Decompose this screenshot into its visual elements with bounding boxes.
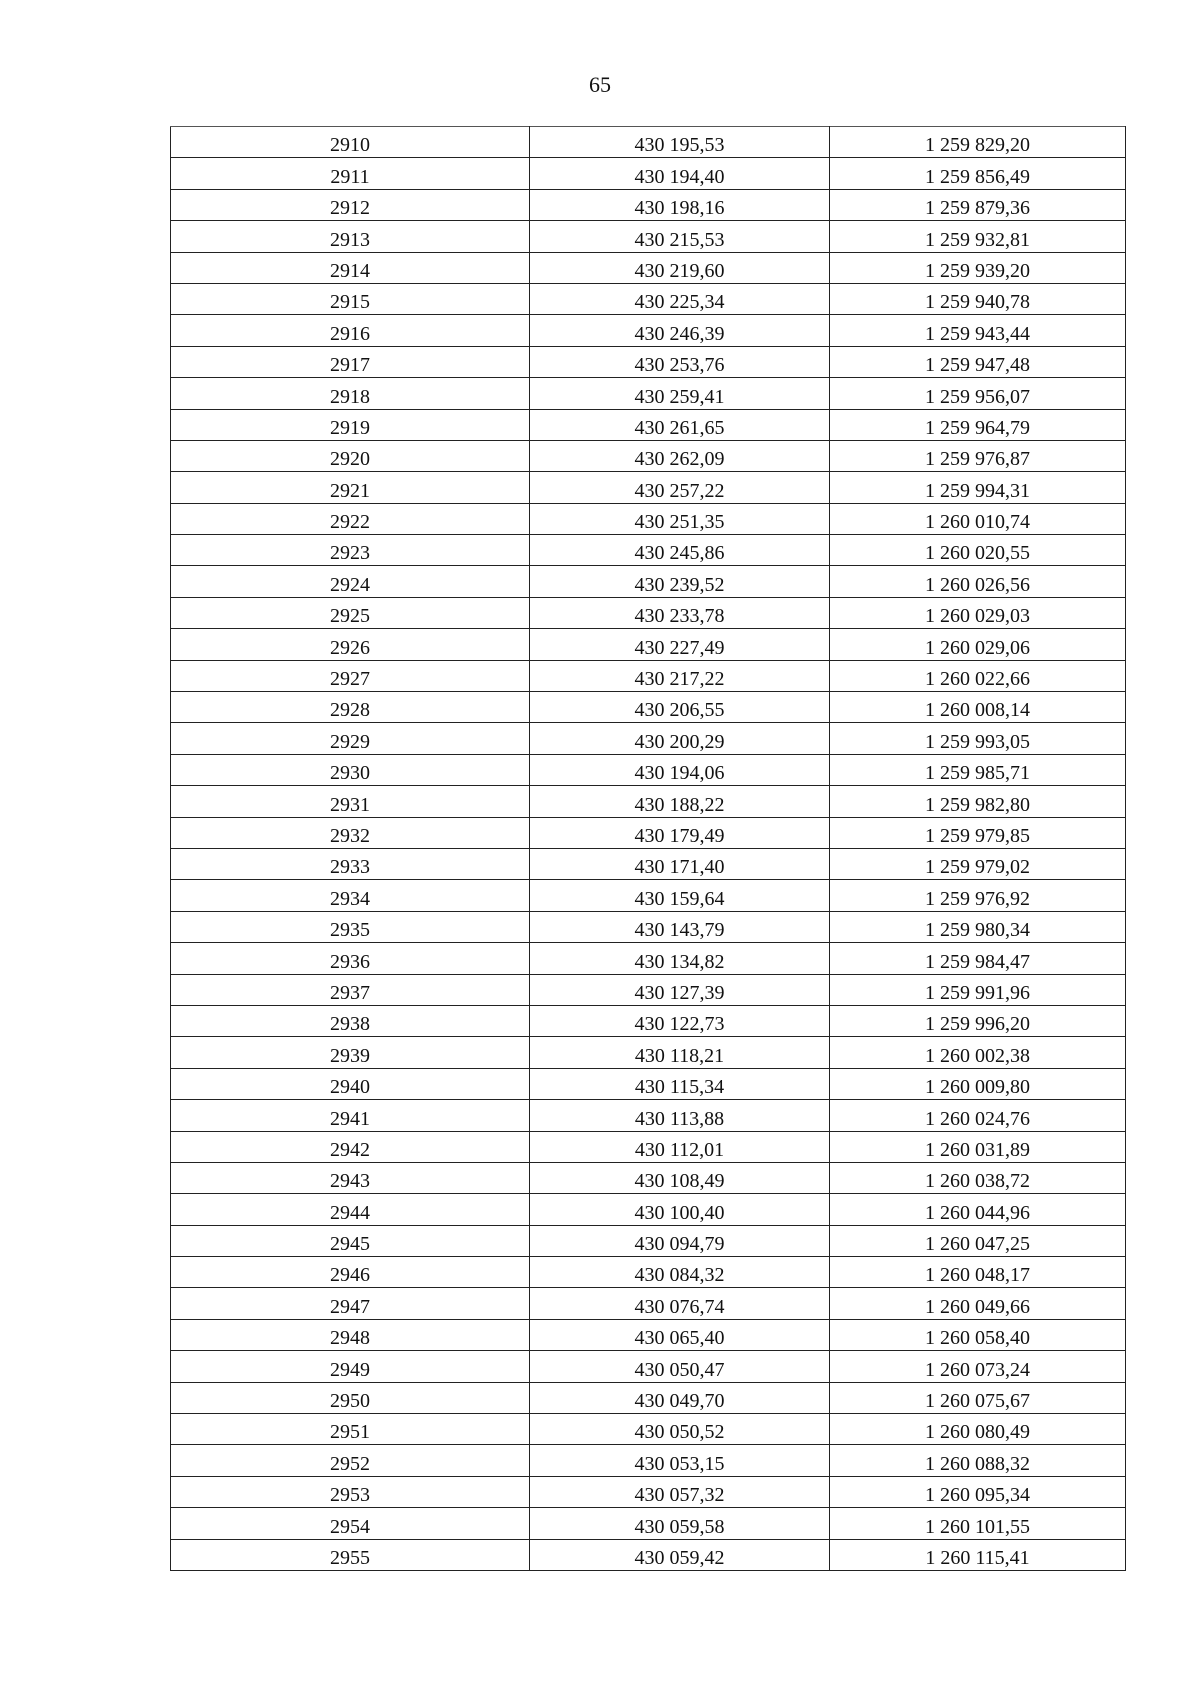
point-number-cell: 2917 — [171, 346, 530, 377]
table-row — [171, 409, 1126, 440]
point-number-cell: 2949 — [171, 1351, 530, 1382]
point-number-cell: 2938 — [171, 1005, 530, 1036]
y-coordinate-cell: 1 260 073,24 — [830, 1351, 1126, 1382]
table-row — [171, 1508, 1126, 1539]
y-coordinate-cell: 1 259 947,48 — [830, 346, 1126, 377]
table-row — [171, 566, 1126, 597]
point-number-cell: 2930 — [171, 754, 530, 785]
point-number-cell: 2939 — [171, 1037, 530, 1068]
y-coordinate-cell: 1 259 879,36 — [830, 189, 1126, 220]
y-coordinate-cell: 1 259 979,02 — [830, 848, 1126, 879]
point-number-cell: 2950 — [171, 1382, 530, 1413]
coordinates-table — [170, 126, 1126, 1571]
table-row — [171, 974, 1126, 1005]
table-row — [171, 1445, 1126, 1476]
table-row — [171, 127, 1126, 158]
y-coordinate-cell: 1 260 075,67 — [830, 1382, 1126, 1413]
point-number-cell: 2924 — [171, 566, 530, 597]
table-row — [171, 378, 1126, 409]
table-row — [171, 472, 1126, 503]
table-row — [171, 880, 1126, 911]
x-coordinate-cell: 430 251,35 — [530, 503, 830, 534]
point-number-cell: 2921 — [171, 472, 530, 503]
x-coordinate-cell: 430 076,74 — [530, 1288, 830, 1319]
point-number-cell: 2916 — [171, 315, 530, 346]
y-coordinate-cell: 1 260 044,96 — [830, 1194, 1126, 1225]
x-coordinate-cell: 430 259,41 — [530, 378, 830, 409]
point-number-cell: 2929 — [171, 723, 530, 754]
table-row — [171, 1539, 1126, 1570]
point-number-cell: 2948 — [171, 1319, 530, 1350]
x-coordinate-cell: 430 257,22 — [530, 472, 830, 503]
y-coordinate-cell: 1 260 048,17 — [830, 1257, 1126, 1288]
y-coordinate-cell: 1 260 029,03 — [830, 597, 1126, 628]
x-coordinate-cell: 430 050,52 — [530, 1414, 830, 1445]
x-coordinate-cell: 430 239,52 — [530, 566, 830, 597]
y-coordinate-cell: 1 260 010,74 — [830, 503, 1126, 534]
point-number-cell: 2951 — [171, 1414, 530, 1445]
y-coordinate-cell: 1 259 964,79 — [830, 409, 1126, 440]
x-coordinate-cell: 430 262,09 — [530, 440, 830, 471]
x-coordinate-cell: 430 195,53 — [530, 127, 830, 158]
x-coordinate-cell: 430 171,40 — [530, 848, 830, 879]
table-row — [171, 1225, 1126, 1256]
page-number: 65 — [589, 72, 611, 97]
table-row — [171, 629, 1126, 660]
x-coordinate-cell: 430 122,73 — [530, 1005, 830, 1036]
x-coordinate-cell: 430 200,29 — [530, 723, 830, 754]
table-row — [171, 158, 1126, 189]
y-coordinate-cell: 1 259 956,07 — [830, 378, 1126, 409]
table-row — [171, 189, 1126, 220]
y-coordinate-cell: 1 260 058,40 — [830, 1319, 1126, 1350]
point-number-cell: 2918 — [171, 378, 530, 409]
y-coordinate-cell: 1 260 024,76 — [830, 1100, 1126, 1131]
table-row — [171, 221, 1126, 252]
x-coordinate-cell: 430 108,49 — [530, 1162, 830, 1193]
table-row — [171, 848, 1126, 879]
x-coordinate-cell: 430 127,39 — [530, 974, 830, 1005]
x-coordinate-cell: 430 050,47 — [530, 1351, 830, 1382]
table-row — [171, 817, 1126, 848]
point-number-cell: 2914 — [171, 252, 530, 283]
table-row — [171, 1319, 1126, 1350]
point-number-cell: 2953 — [171, 1476, 530, 1507]
y-coordinate-cell: 1 259 996,20 — [830, 1005, 1126, 1036]
point-number-cell: 2915 — [171, 283, 530, 314]
x-coordinate-cell: 430 084,32 — [530, 1257, 830, 1288]
x-coordinate-cell: 430 115,34 — [530, 1068, 830, 1099]
table-row — [171, 440, 1126, 471]
table-row — [171, 943, 1126, 974]
x-coordinate-cell: 430 059,58 — [530, 1508, 830, 1539]
y-coordinate-cell: 1 260 049,66 — [830, 1288, 1126, 1319]
y-coordinate-cell: 1 260 009,80 — [830, 1068, 1126, 1099]
x-coordinate-cell: 430 053,15 — [530, 1445, 830, 1476]
table-row — [171, 1351, 1126, 1382]
point-number-cell: 2935 — [171, 911, 530, 942]
x-coordinate-cell: 430 118,21 — [530, 1037, 830, 1068]
y-coordinate-cell: 1 259 991,96 — [830, 974, 1126, 1005]
point-number-cell: 2933 — [171, 848, 530, 879]
y-coordinate-cell: 1 260 115,41 — [830, 1539, 1126, 1570]
y-coordinate-cell: 1 259 994,31 — [830, 472, 1126, 503]
y-coordinate-cell: 1 259 976,87 — [830, 440, 1126, 471]
point-number-cell: 2910 — [171, 127, 530, 158]
y-coordinate-cell: 1 260 047,25 — [830, 1225, 1126, 1256]
y-coordinate-cell: 1 259 982,80 — [830, 786, 1126, 817]
point-number-cell: 2940 — [171, 1068, 530, 1099]
table-row — [171, 1194, 1126, 1225]
point-number-cell: 2927 — [171, 660, 530, 691]
x-coordinate-cell: 430 134,82 — [530, 943, 830, 974]
point-number-cell: 2934 — [171, 880, 530, 911]
table-row — [171, 1162, 1126, 1193]
point-number-cell: 2919 — [171, 409, 530, 440]
x-coordinate-cell: 430 198,16 — [530, 189, 830, 220]
y-coordinate-cell: 1 260 031,89 — [830, 1131, 1126, 1162]
y-coordinate-cell: 1 260 026,56 — [830, 566, 1126, 597]
y-coordinate-cell: 1 260 088,32 — [830, 1445, 1126, 1476]
y-coordinate-cell: 1 259 984,47 — [830, 943, 1126, 974]
point-number-cell: 2920 — [171, 440, 530, 471]
table-row — [171, 1005, 1126, 1036]
x-coordinate-cell: 430 246,39 — [530, 315, 830, 346]
x-coordinate-cell: 430 065,40 — [530, 1319, 830, 1350]
table-row — [171, 1414, 1126, 1445]
point-number-cell: 2911 — [171, 158, 530, 189]
y-coordinate-cell: 1 259 943,44 — [830, 315, 1126, 346]
y-coordinate-cell: 1 259 976,92 — [830, 880, 1126, 911]
table-row — [171, 1100, 1126, 1131]
y-coordinate-cell: 1 260 029,06 — [830, 629, 1126, 660]
point-number-cell: 2913 — [171, 221, 530, 252]
point-number-cell: 2946 — [171, 1257, 530, 1288]
table-row — [171, 1131, 1126, 1162]
point-number-cell: 2925 — [171, 597, 530, 628]
table-row — [171, 723, 1126, 754]
y-coordinate-cell: 1 259 856,49 — [830, 158, 1126, 189]
y-coordinate-cell: 1 260 002,38 — [830, 1037, 1126, 1068]
x-coordinate-cell: 430 194,40 — [530, 158, 830, 189]
table-row — [171, 503, 1126, 534]
table-row — [171, 911, 1126, 942]
y-coordinate-cell: 1 259 932,81 — [830, 221, 1126, 252]
y-coordinate-cell: 1 260 008,14 — [830, 692, 1126, 723]
y-coordinate-cell: 1 260 080,49 — [830, 1414, 1126, 1445]
y-coordinate-cell: 1 259 940,78 — [830, 283, 1126, 314]
x-coordinate-cell: 430 057,32 — [530, 1476, 830, 1507]
table-row — [171, 1037, 1126, 1068]
point-number-cell: 2945 — [171, 1225, 530, 1256]
point-number-cell: 2931 — [171, 786, 530, 817]
x-coordinate-cell: 430 245,86 — [530, 535, 830, 566]
point-number-cell: 2928 — [171, 692, 530, 723]
table-row — [171, 1257, 1126, 1288]
table-row — [171, 346, 1126, 377]
point-number-cell: 2923 — [171, 535, 530, 566]
x-coordinate-cell: 430 049,70 — [530, 1382, 830, 1413]
x-coordinate-cell: 430 143,79 — [530, 911, 830, 942]
x-coordinate-cell: 430 194,06 — [530, 754, 830, 785]
y-coordinate-cell: 1 259 829,20 — [830, 127, 1126, 158]
y-coordinate-cell: 1 259 985,71 — [830, 754, 1126, 785]
table-row — [171, 660, 1126, 691]
point-number-cell: 2942 — [171, 1131, 530, 1162]
x-coordinate-cell: 430 112,01 — [530, 1131, 830, 1162]
x-coordinate-cell: 430 261,65 — [530, 409, 830, 440]
x-coordinate-cell: 430 217,22 — [530, 660, 830, 691]
y-coordinate-cell: 1 260 095,34 — [830, 1476, 1126, 1507]
x-coordinate-cell: 430 227,49 — [530, 629, 830, 660]
point-number-cell: 2955 — [171, 1539, 530, 1570]
y-coordinate-cell: 1 260 038,72 — [830, 1162, 1126, 1193]
point-number-cell: 2937 — [171, 974, 530, 1005]
table-row — [171, 692, 1126, 723]
y-coordinate-cell: 1 259 939,20 — [830, 252, 1126, 283]
coordinates-table-body — [171, 127, 1126, 1571]
x-coordinate-cell: 430 059,42 — [530, 1539, 830, 1570]
point-number-cell: 2936 — [171, 943, 530, 974]
x-coordinate-cell: 430 219,60 — [530, 252, 830, 283]
point-number-cell: 2912 — [171, 189, 530, 220]
table-row — [171, 315, 1126, 346]
point-number-cell: 2944 — [171, 1194, 530, 1225]
table-row — [171, 1068, 1126, 1099]
y-coordinate-cell: 1 260 022,66 — [830, 660, 1126, 691]
table-row — [171, 252, 1126, 283]
table-row — [171, 1382, 1126, 1413]
table-row — [171, 1476, 1126, 1507]
y-coordinate-cell: 1 259 980,34 — [830, 911, 1126, 942]
point-number-cell: 2932 — [171, 817, 530, 848]
x-coordinate-cell: 430 215,53 — [530, 221, 830, 252]
point-number-cell: 2947 — [171, 1288, 530, 1319]
x-coordinate-cell: 430 159,64 — [530, 880, 830, 911]
point-number-cell: 2926 — [171, 629, 530, 660]
y-coordinate-cell: 1 260 101,55 — [830, 1508, 1126, 1539]
point-number-cell: 2941 — [171, 1100, 530, 1131]
table-row — [171, 786, 1126, 817]
y-coordinate-cell: 1 259 993,05 — [830, 723, 1126, 754]
x-coordinate-cell: 430 100,40 — [530, 1194, 830, 1225]
x-coordinate-cell: 430 233,78 — [530, 597, 830, 628]
x-coordinate-cell: 430 188,22 — [530, 786, 830, 817]
point-number-cell: 2943 — [171, 1162, 530, 1193]
point-number-cell: 2952 — [171, 1445, 530, 1476]
table-row — [171, 283, 1126, 314]
table-row — [171, 1288, 1126, 1319]
x-coordinate-cell: 430 253,76 — [530, 346, 830, 377]
table-row — [171, 597, 1126, 628]
x-coordinate-cell: 430 113,88 — [530, 1100, 830, 1131]
table-row — [171, 754, 1126, 785]
x-coordinate-cell: 430 206,55 — [530, 692, 830, 723]
point-number-cell: 2954 — [171, 1508, 530, 1539]
y-coordinate-cell: 1 260 020,55 — [830, 535, 1126, 566]
point-number-cell: 2922 — [171, 503, 530, 534]
x-coordinate-cell: 430 094,79 — [530, 1225, 830, 1256]
x-coordinate-cell: 430 179,49 — [530, 817, 830, 848]
table-row — [171, 535, 1126, 566]
y-coordinate-cell: 1 259 979,85 — [830, 817, 1126, 848]
x-coordinate-cell: 430 225,34 — [530, 283, 830, 314]
